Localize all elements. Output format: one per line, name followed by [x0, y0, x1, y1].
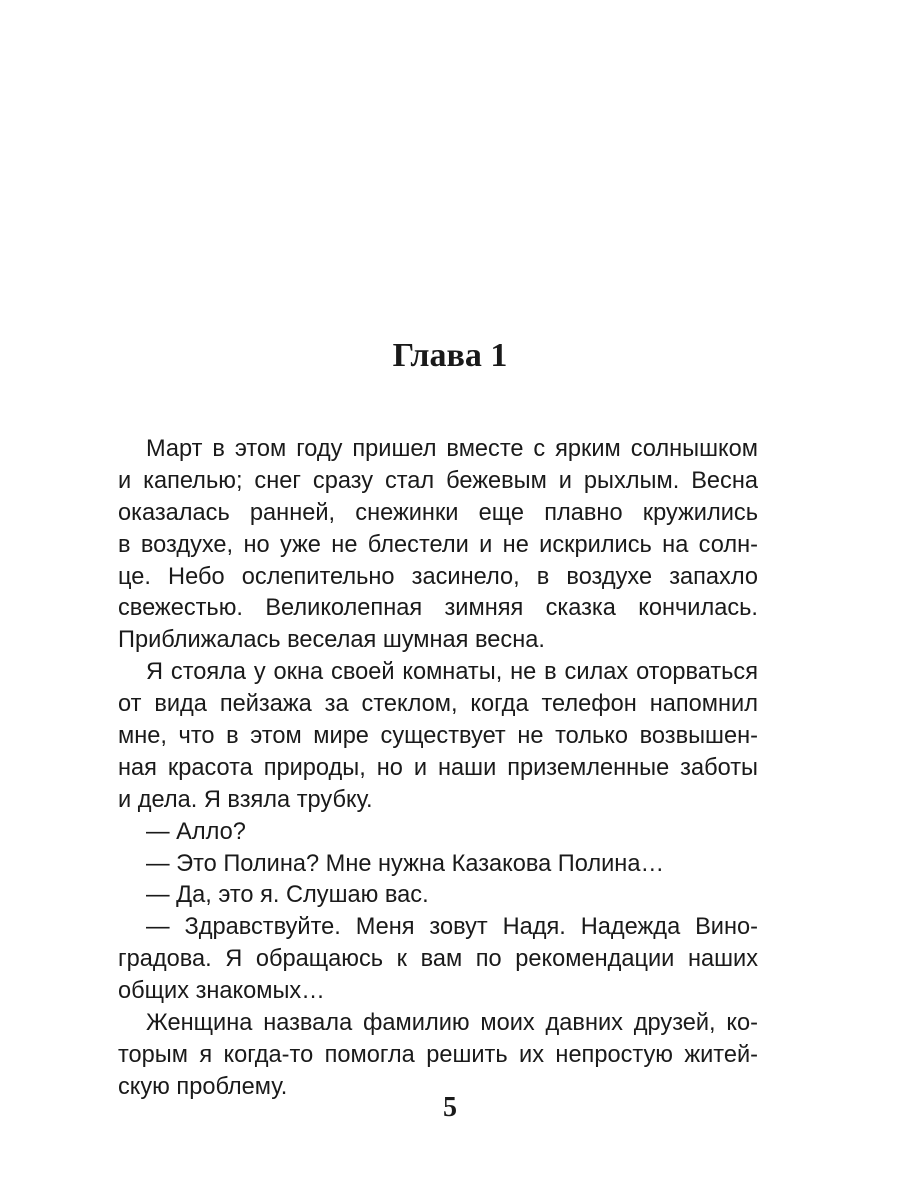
text-line: мне, что в этом мире существует не только возвышен- — [118, 723, 758, 750]
page-number: 5 — [443, 1092, 457, 1123]
text-line: скую проблему. — [118, 1073, 288, 1100]
text-line: торым я когда-то помогла решить их непростую житей- — [118, 1041, 758, 1068]
text-line: общих знакомых… — [118, 978, 325, 1005]
text-line: Приближалась веселая шумная весна. — [118, 627, 545, 654]
text-line: от вида пейзажа за стеклом, когда телефон напомнил — [118, 691, 758, 718]
text-line: Март в этом году пришел вместе с ярким солнышком — [146, 436, 758, 462]
text-line: свежестью. Великолепная зимняя сказка кончилась. — [118, 595, 758, 622]
text-line: оказалась ранней, снежинки еще плавно кружились — [118, 499, 758, 526]
text-line: градова. Я обращаюсь к вам по рекомендации наших — [118, 946, 758, 973]
text-line: и дела. Я взяла трубку. — [118, 786, 373, 813]
dialogue-line: — Здравствуйте. Меня зовут Надя. Надежда Вино- — [146, 914, 758, 941]
text-line: Я стояла у окна своей комнаты, не в силах оторваться — [146, 659, 758, 686]
chapter-body-text — [118, 434, 758, 1104]
text-line: и капелью; снег сразу стал бежевым и рыхлым. Весна — [118, 467, 758, 494]
text-line: це. Небо ослепительно засинело, в воздухе запахло — [118, 563, 758, 590]
dialogue-line: — Да, это я. Слушаю вас. — [146, 882, 429, 909]
text-line: в воздухе, но уже не блестели и не искрились на солн- — [118, 531, 758, 558]
dialogue-line: — Алло? — [146, 818, 246, 845]
text-line: Женщина назвала фамилию моих давних друзей, ко- — [146, 1010, 758, 1037]
dialogue-line: — Это Полина? Мне нужна Казакова Полина… — [146, 850, 665, 877]
text-line: ная красота природы, но и наши приземленные заботы — [118, 754, 758, 781]
chapter-title: Глава 1 — [392, 337, 508, 374]
